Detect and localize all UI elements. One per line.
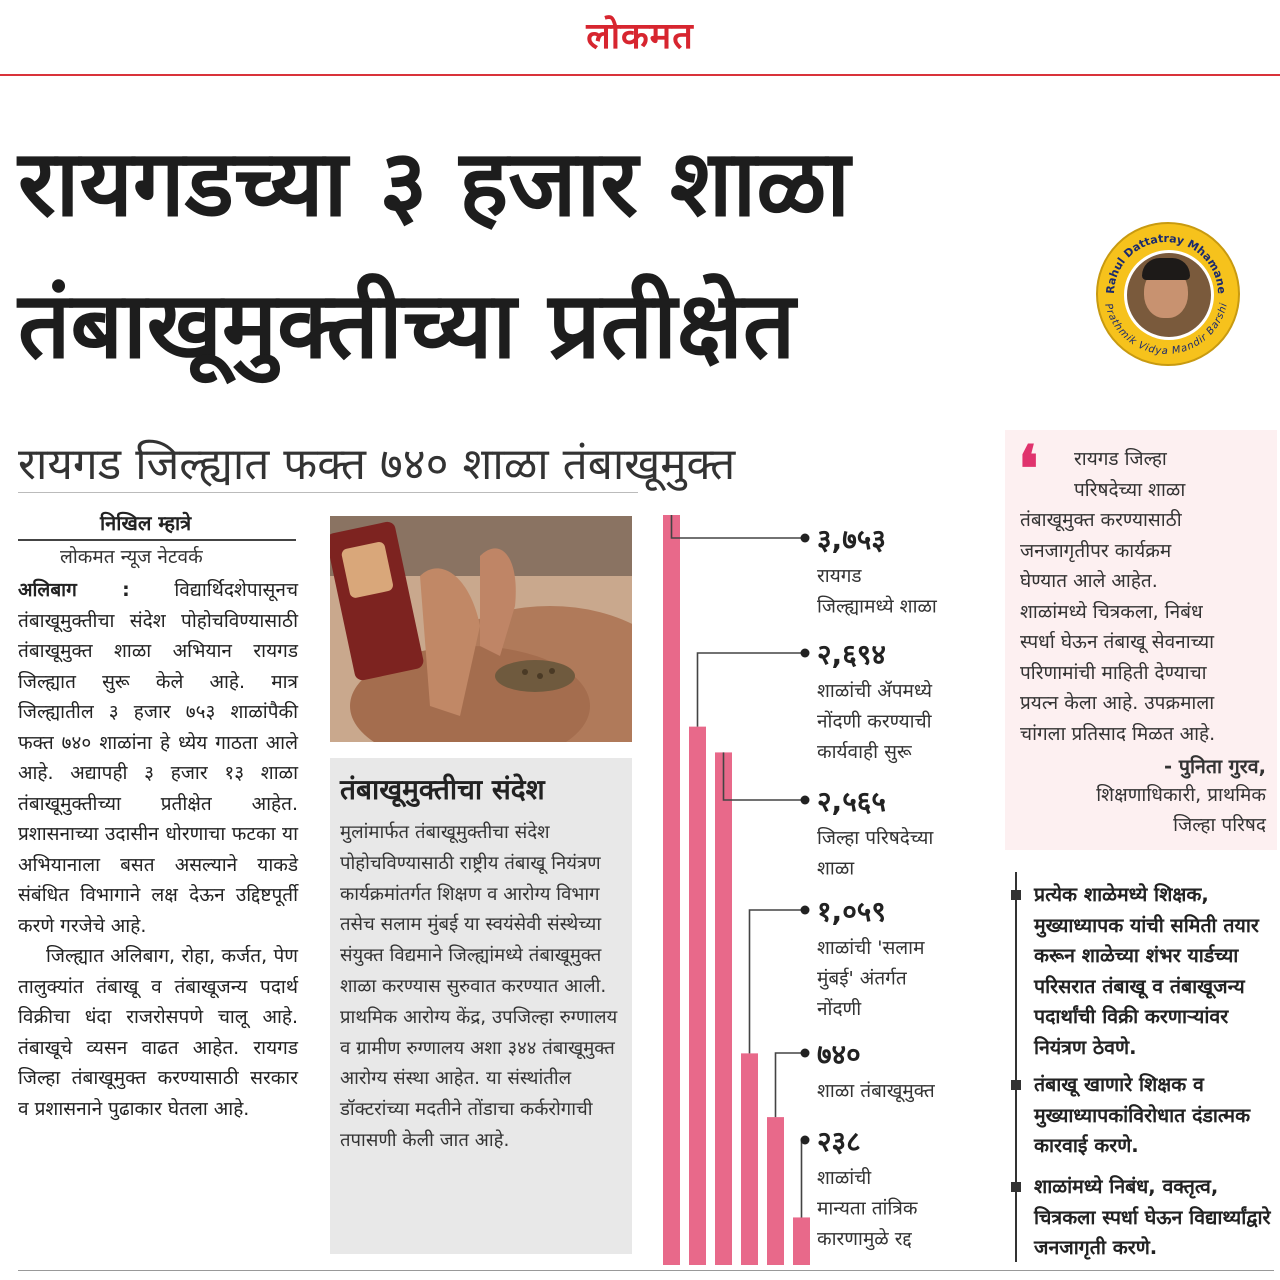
quote-line: रायगड जिल्हा [1074, 448, 1167, 470]
quote-line: जनजागृतीपर कार्यक्रम [1020, 539, 1172, 562]
quote-body [1020, 444, 1270, 749]
quote-line: चांगला प्रतिसाद मिळत आहे. [1020, 722, 1216, 745]
chart-category-label: कारणामुळे रद्द [817, 1228, 912, 1250]
chart-bar [793, 1217, 810, 1265]
chart-bar [767, 1117, 784, 1265]
chart-category-label: मुंबई' अंतर्गत [817, 967, 907, 990]
subheadline: रायगड जिल्ह्यात फक्त ७४० शाळा तंबाखूमुक्त [18, 439, 736, 490]
chart-category-label: नोंदणी करण्याची [817, 710, 932, 733]
chart-connector [672, 515, 806, 538]
chart-bar [715, 752, 732, 1265]
badge-top-text: Rahul Dattatray Mhamane [1103, 231, 1229, 295]
byline: निखिल म्हात्रे [100, 511, 192, 535]
chart-category-label: रायगड [817, 565, 862, 587]
chart-category-label: कार्यवाही सुरू [817, 741, 912, 763]
bottom-rule [18, 1270, 1274, 1271]
chart-value-label: २,६९४ [817, 638, 886, 671]
message-box-body: मुलांमार्फत तंबाखूमुक्तीचा संदेश पोहोचविण्यासाठी राष्ट्रीय तंबाखू नियंत्रण कार्यक्रमांतर्गत शिक्षण व आरोग्य विभाग तसेच सलाम मुंबई या स्वयंसेवी संस्थेच्या संयुक्त विद्यमाने जिल्ह्यांमध्ये तंबाखूमुक्त शाळा करण्यास सुरुवात करण्यात आली. प्राथमिक आरोग्य केंद्र, उपजिल्हा रुग्णालय व ग्रामीण रुग्णालय अशा ३४४ तंबाखूमुक्त आरोग्य संस्था आहेत. या संस्थांतील डॉक्टरांच्या मदतीने तोंडाचा कर्करोगाची तपासणी केली जात आहे. [340, 822, 618, 1151]
quote-line: घेण्यात आले आहेत. [1020, 570, 1158, 592]
chart-dot [801, 534, 810, 543]
chart-connector [698, 653, 806, 727]
chart-category-label: शाळा तंबाखूमुक्त [817, 1080, 935, 1102]
chart-value-label: २,५६५ [817, 785, 886, 818]
quote-line: प्रयत्न केला आहे. उपक्रमाला [1020, 692, 1215, 714]
chart-dot [801, 796, 810, 805]
agency-credit: लोकमत न्यूज नेटवर्क [60, 546, 203, 568]
badge-bottom-text: Prathmik Vidya Mandir Barshi [1102, 302, 1230, 358]
quote-mark-icon: ❛ [1018, 432, 1039, 507]
photo-illustration [330, 516, 632, 742]
quote-line: शाळांमध्ये चित्रकला, निबंध [1020, 600, 1203, 623]
bullet-rule [1015, 872, 1017, 1262]
article-paragraph-1-text: विद्यार्थिदशेपासूनच तंबाखूमुक्तीचा संदेश पोहोचविण्यासाठी तंबाखूमुक्त शाळा अभियान रायगड जिल्ह्यात सुरू केले आहे. मात्र जिल्ह्यातील ३ हजार ७५३ शाळांपैकी फक्त ७४० शाळांना हे ध्येय गाठता आले आहे. अद्यापही ३ हजार १३ शाळा तंबाखूमुक्तीच्या प्रतीक्षेत आहेत. प्रशासनाच्या उदासीन धोरणाचा फटका या अभियानाला बसत असल्याने याकडे संबंधित विभागाने लक्ष देऊन उद्दिष्टपूर्ती करणे गरजेचे आहे. [18, 579, 299, 937]
chart-dot [801, 649, 810, 658]
chart-value-label: ३,७५३ [817, 523, 886, 556]
svg-text:Rahul Dattatray Mhamane [1104, 232, 1228, 294]
chart-category-label: नोंदणी [817, 998, 862, 1020]
chart-dot [801, 906, 810, 915]
chart-connector [802, 1140, 806, 1217]
message-box-title: तंबाखूमुक्तीचा संदेश [340, 773, 545, 806]
bullet-item: प्रत्येक शाळेमध्ये शिक्षक, मुख्याध्यापक यांची समिती तयार करून शाळेच्या शंभर यार्डच्या परिसरात तंबाखू व तंबाखूजन्य पदार्थांची विक्री करणाऱ्यांवर नियंत्रण ठेवणे. [1034, 883, 1259, 1059]
quote-role-line-1: शिक्षणाधिकारी, प्राथमिक [1096, 784, 1266, 806]
chart-category-label: जिल्हा परिषदेच्या [817, 827, 934, 849]
badge-ring-text [1096, 222, 1236, 362]
bullet-marker-icon [1011, 1080, 1021, 1090]
masthead-logo: लोकमत [586, 15, 694, 57]
article-paragraph-1 [18, 575, 298, 941]
subhead-rule [18, 492, 638, 493]
masthead-rule [0, 74, 1280, 76]
chart-dot [801, 1136, 810, 1145]
schools-bar-chart [655, 505, 1000, 1265]
bullet-marker-icon [1011, 1182, 1021, 1192]
chart-value-label: २३८ [817, 1125, 861, 1158]
chart-category-label: शाळा [817, 857, 855, 880]
chart-category-label: शाळांची 'सलाम [817, 937, 925, 959]
quote-role-line-2: जिल्हा परिषद [1173, 814, 1266, 836]
chart-category-label: मान्यता तांत्रिक [817, 1197, 918, 1220]
chart-connector [724, 752, 806, 800]
quote-line: स्पर्धा घेऊन तंबाखू सेवनाच्या [1020, 631, 1215, 653]
dateline: अलिबाग : [18, 579, 130, 601]
chart-dot [801, 1049, 810, 1058]
chart-bar [689, 727, 706, 1265]
chart-connector [776, 1053, 806, 1117]
bullet-item: तंबाखू खाणारे शिक्षक व मुख्याध्यापकांविरोधात दंडात्मक कारवाई करणे. [1034, 1073, 1251, 1157]
article-paragraph-2: जिल्ह्यात अलिबाग, रोहा, कर्जत, पेण तालुक्यांत तंबाखू व तंबाखूजन्य पदार्थ विक्रीचा धंदा राजरोसपणे चालू आहे. तंबाखूचे व्यसन वाढत आहेत. रायगड जिल्हा तंबाखूमुक्त करण्यासाठी सरकार व प्रशासनाने पुढाकार घेतला आहे. [18, 945, 298, 1120]
quote-line: परिणामांची माहिती देण्याचा [1020, 661, 1207, 684]
headline-line-1: रायगडच्या ३ हजार शाळा [18, 130, 851, 237]
quote-author: - पुनिता गुरव, [1164, 755, 1266, 778]
quote-role [1020, 780, 1266, 840]
chart-category-label: शाळांची [817, 1167, 872, 1189]
quote-line: तंबाखूमुक्त करण्यासाठी [1020, 509, 1182, 531]
chart-connector [750, 910, 806, 1053]
chart-value-label: १,०५९ [817, 895, 886, 928]
article-body [18, 575, 298, 1124]
chart-value-label: ७४० [817, 1038, 861, 1071]
chart-category-label: जिल्ह्यामध्ये शाळा [817, 595, 937, 618]
bullet-item: शाळांमध्ये निबंध, वक्तृत्व, चित्रकला स्पर्धा घेऊन विद्यार्थ्यांद्वारे जनजागृती करणे. [1034, 1175, 1271, 1259]
tobacco-hands-photo [330, 516, 632, 742]
headline-line-2: तंबाखूमुक्तीच्या प्रतीक्षेत [18, 272, 796, 379]
byline-rule [18, 539, 296, 541]
svg-text:Prathmik Vidya Mandir Barshi [1102, 302, 1230, 357]
quote-line: परिषदेच्या शाळा [1074, 478, 1186, 501]
bullet-marker-icon [1011, 890, 1021, 900]
chart-bar [663, 515, 680, 1265]
chart-bar [741, 1053, 758, 1265]
chart-category-label: शाळांची ॲपमध्ये [817, 680, 933, 702]
